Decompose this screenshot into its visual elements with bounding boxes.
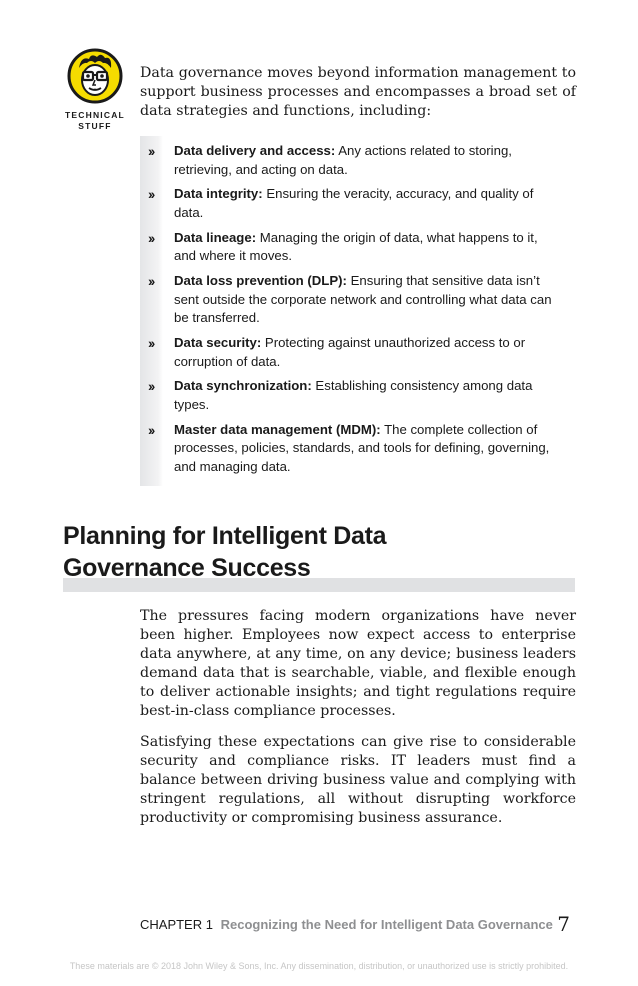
- section-heading-line1: Planning for Intelligent Data: [63, 522, 387, 550]
- bullet-term: Data synchronization:: [174, 378, 312, 394]
- double-chevron-icon: ››: [148, 421, 154, 438]
- bullet-term: Data integrity:: [174, 186, 263, 202]
- bullet-text: Protecting against unauthorized access to or corruption of data.: [174, 335, 526, 369]
- page-number: 7: [557, 912, 570, 936]
- list-item: [148, 272, 558, 328]
- technical-stuff-icon: [67, 48, 123, 104]
- double-chevron-icon: ››: [148, 335, 154, 352]
- body-paragraph-2: Satisfying these expectations can give rise to considerable security and compliance risks. IT leaders must find a balance between driving business value and complying with stringent regulations, all without disrupting workforce productivity or compromising business assurance.: [140, 734, 576, 826]
- bullet-list: [148, 142, 558, 483]
- intro-paragraph: Data governance moves beyond information management to support business processes and encompasses a broad set of data strategies and functions, including:: [140, 65, 576, 119]
- bullet-list-section: [140, 136, 576, 486]
- bullet-text: Ensuring the veracity, accuracy, and quality of data.: [174, 186, 534, 220]
- list-item: [148, 421, 558, 477]
- double-chevron-icon: ››: [148, 229, 154, 246]
- icon-caption-line1: TECHNICAL: [65, 110, 125, 120]
- section-heading: [63, 520, 386, 584]
- chapter-label: CHAPTER 1: [140, 917, 213, 932]
- bullet-term: Data lineage:: [174, 229, 257, 245]
- bullet-text: Establishing consistency among data types.: [174, 378, 533, 412]
- bullet-term: Data loss prevention (DLP):: [174, 273, 347, 289]
- double-chevron-icon: ››: [148, 143, 154, 159]
- chapter-title: Recognizing the Need for Intelligent Data Governance: [220, 917, 553, 932]
- section-heading-line2: Governance Success: [63, 554, 311, 582]
- double-chevron-icon: ››: [148, 186, 154, 203]
- list-item: [148, 229, 558, 266]
- icon-caption: [60, 110, 130, 132]
- body-paragraph-1: The pressures facing modern organizations have never been higher. Employees now expect access to enterprise data anywhere, at any time, on any device; business leaders demand data that is searchable, viable, and flexible enough to deliver actionable insights; and tight regulations require best-in-class compliance processes.: [140, 608, 576, 719]
- copyright-notice: These materials are © 2018 John Wiley & Sons, Inc. Any dissemination, distribution, or unauthorized use is strictly prohibited.: [69, 961, 569, 971]
- bullet-text: Any actions related to storing, retrieving, and acting on data.: [174, 143, 512, 177]
- double-chevron-icon: ››: [148, 378, 154, 395]
- list-item: [148, 377, 558, 414]
- running-footer: [140, 917, 553, 932]
- list-item: [148, 185, 558, 222]
- icon-caption-line2: STUFF: [78, 121, 112, 131]
- list-item: [148, 334, 558, 371]
- bullet-term: Master data management (MDM):: [174, 421, 381, 437]
- bullet-text: Ensuring that sensitive data isn’t sent outside the corporate network and controlling what data can be transferred.: [174, 273, 552, 326]
- list-item: [148, 142, 558, 179]
- bullet-term: Data delivery and access:: [174, 143, 336, 158]
- double-chevron-icon: ››: [148, 273, 154, 290]
- bullet-text: The complete collection of processes, policies, standards, and tools for defining, governing, and managing data.: [174, 421, 550, 474]
- bullet-term: Data security:: [174, 335, 262, 351]
- technical-stuff-icon-block: [60, 48, 130, 132]
- bullet-text: Managing the origin of data, what happens to it, and where it moves.: [174, 229, 538, 264]
